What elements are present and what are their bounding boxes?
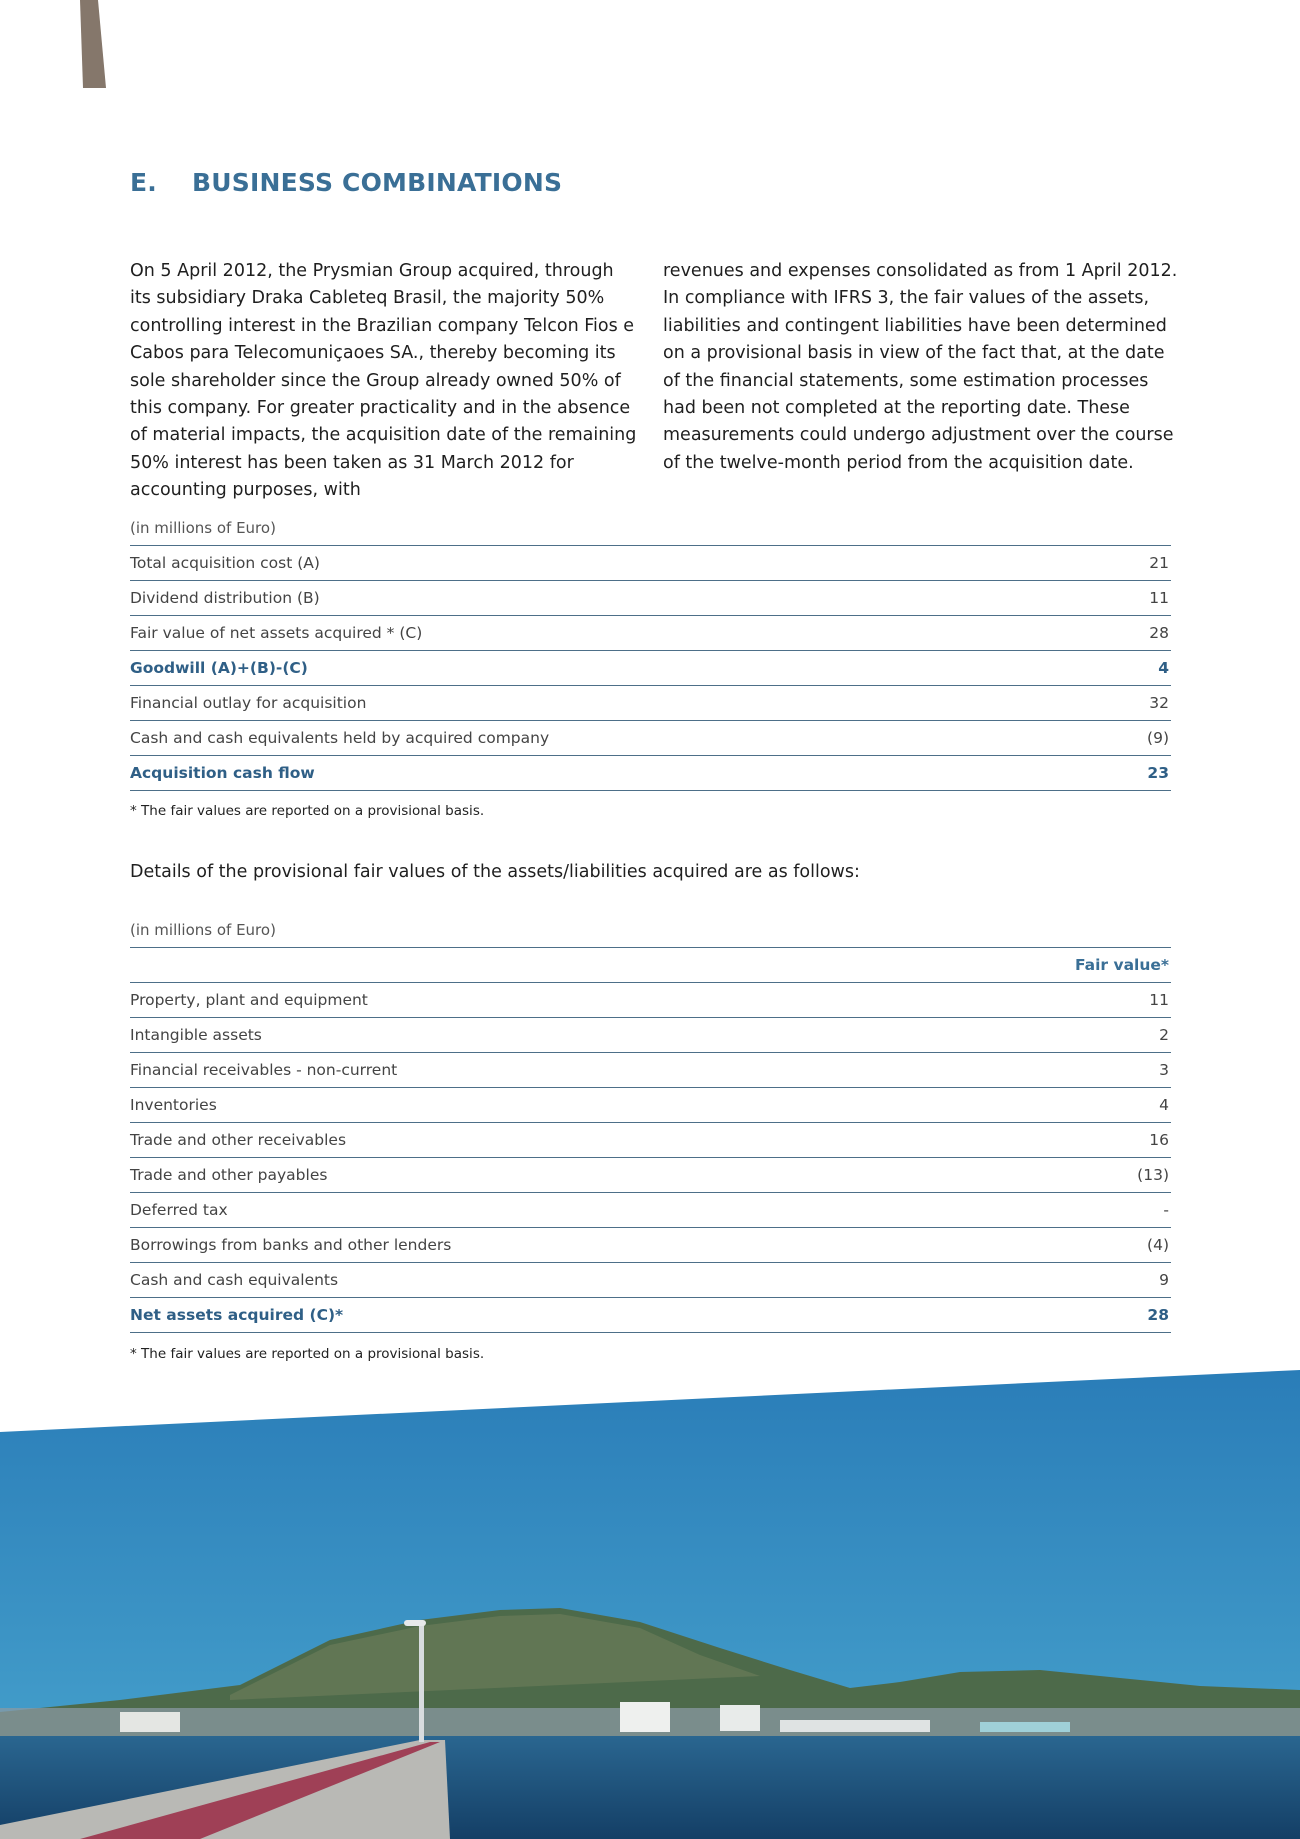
- table-row: [130, 1263, 1171, 1298]
- row-label: Intangible assets: [130, 1026, 262, 1044]
- building: [720, 1705, 760, 1731]
- row-label: Inventories: [130, 1096, 217, 1114]
- row-value: 23: [1147, 764, 1169, 782]
- details-intro: Details of the provisional fair values of the assets/liabilities acquired are as follows:: [130, 862, 860, 882]
- row-label: Trade and other receivables: [130, 1131, 347, 1149]
- row-value: 16: [1149, 1131, 1169, 1149]
- section-title-text: BUSINESS COMBINATIONS: [192, 168, 563, 197]
- row-label: Total acquisition cost (A): [130, 554, 320, 572]
- building: [120, 1712, 180, 1732]
- table-row: [130, 1193, 1171, 1228]
- table-row: [130, 1123, 1171, 1158]
- row-value: (9): [1147, 729, 1169, 747]
- body-column-left: [130, 258, 640, 505]
- section-number: E.: [130, 168, 157, 197]
- row-label: Dividend distribution (B): [130, 589, 320, 607]
- paragraph-consolidation: revenues and expenses consolidated as from 1 April 2012.: [663, 261, 1178, 281]
- table-header-row: [130, 948, 1171, 983]
- row-label: Cash and cash equivalents: [130, 1271, 339, 1289]
- table1-footnote: * The fair values are reported on a provisional basis.: [130, 803, 485, 819]
- row-value: 11: [1149, 991, 1169, 1009]
- row-label: Deferred tax: [130, 1201, 228, 1219]
- table-row: [130, 983, 1171, 1018]
- paragraph-acquisition: On 5 April 2012, the Prysmian Group acquired, through its subsidiary Draka Cableteq Brasil, the majority 50% controlling interest in the Brazilian company Telcon Fios e Cabos para Telecomuniçaoes SA., thereby becoming its sole shareholder since the Group already owned 50% of this company. For greater practicality and in the absence of material impacts, the acquisition date of the remaining 50% interest has been taken as 31 March 2012 for accounting purposes, with: [130, 261, 637, 501]
- row-label: Financial outlay for acquisition: [130, 694, 367, 712]
- table-row: [130, 1228, 1171, 1263]
- row-label: Financial receivables - non-current: [130, 1061, 398, 1079]
- harbour-photo: [0, 1370, 1300, 1839]
- row-value: 9: [1159, 1271, 1169, 1289]
- table-row-goodwill: [130, 651, 1171, 686]
- row-value: (13): [1137, 1166, 1169, 1184]
- row-label: Property, plant and equipment: [130, 991, 368, 1009]
- table-row: [130, 616, 1171, 651]
- fair-value-table: [130, 947, 1171, 1333]
- table-row-net-assets-total: [130, 1298, 1171, 1333]
- table1-units: (in millions of Euro): [130, 519, 276, 537]
- acquisition-table: [130, 545, 1171, 791]
- row-label: Goodwill (A)+(B)-(C): [130, 659, 308, 677]
- table-row: [130, 581, 1171, 616]
- table-row-cash-flow-total: [130, 756, 1171, 791]
- building: [620, 1702, 670, 1732]
- row-label: Net assets acquired (C)*: [130, 1306, 344, 1324]
- row-value: 2: [1159, 1026, 1169, 1044]
- row-label: Acquisition cash flow: [130, 764, 315, 782]
- table-row: [130, 1053, 1171, 1088]
- table-row: [130, 546, 1171, 581]
- section-title: [130, 168, 562, 197]
- row-label: Trade and other payables: [130, 1166, 328, 1184]
- row-label: Cash and cash equivalents held by acquired company: [130, 729, 550, 747]
- row-value: 21: [1149, 554, 1169, 572]
- row-value: 11: [1149, 589, 1169, 607]
- table-row: [130, 1018, 1171, 1053]
- row-label: Fair value of net assets acquired * (C): [130, 624, 423, 642]
- row-value: (4): [1147, 1236, 1169, 1254]
- row-value: 32: [1149, 694, 1169, 712]
- light-pole: [419, 1622, 424, 1742]
- row-value: 4: [1159, 1096, 1169, 1114]
- building: [780, 1720, 930, 1732]
- building: [980, 1722, 1070, 1732]
- row-label: Borrowings from banks and other lenders: [130, 1236, 452, 1254]
- table-row: [130, 1088, 1171, 1123]
- paragraph-ifrs3: In compliance with IFRS 3, the fair values of the assets, liabilities and contingent liabilities have been determined on a provisional basis in view of the fact that, at the date of the financial statements, some estimation processes had been not completed at the reporting date. These measurements could undergo adjustment over the course of the twelve-month period from the acquisition date.: [663, 288, 1174, 473]
- table2-footnote: * The fair values are reported on a provisional basis.: [130, 1346, 485, 1362]
- table-row: [130, 721, 1171, 756]
- row-value: 28: [1149, 624, 1169, 642]
- chapter-tab-marker: [80, 0, 106, 88]
- column-header-fair-value: Fair value*: [1074, 956, 1169, 974]
- body-column-right: [663, 258, 1183, 477]
- row-value: 3: [1159, 1061, 1169, 1079]
- light-lamp: [404, 1620, 426, 1626]
- row-value: 4: [1158, 659, 1169, 677]
- table-row: [130, 686, 1171, 721]
- table-row: [130, 1158, 1171, 1193]
- row-value: -: [1163, 1201, 1169, 1219]
- row-value: 28: [1147, 1306, 1169, 1324]
- table2-units: (in millions of Euro): [130, 921, 276, 939]
